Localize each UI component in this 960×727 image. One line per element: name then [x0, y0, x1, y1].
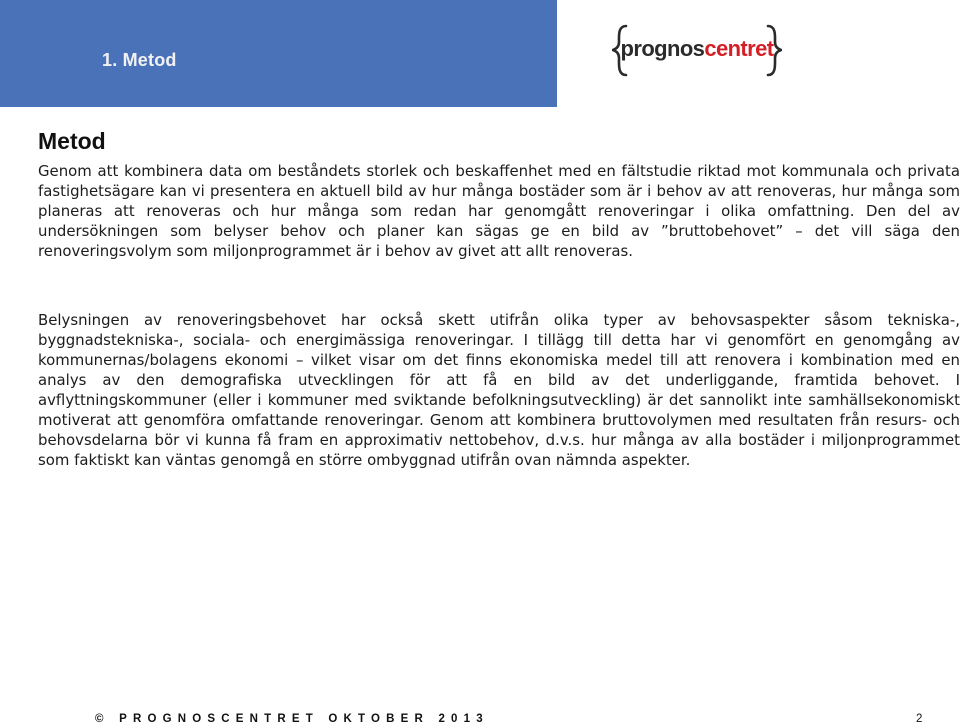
svg-text:prognoscentret: prognoscentret [620, 36, 774, 61]
paragraph-intro: Genom att kombinera data om beståndets storlek och beskaffenhet med en fältstudie riktad mot kommunala och privata fastighetsägare kan vi presentera en aktuell bild av hur många bostäder som är i behov av att renoveras, hur många som planeras att renoveras och hur många som redan har genomgått renoveringar i olika omfattning. Den del av undersökningen som belyser behov och planer kan sägas ge en bild av ”bruttobehovet” – det vill säga den renoveringsvolym som miljonprogrammet är i behov av givet att allt renoveras. [38, 162, 960, 260]
footer-copyright: © PROGNOSCENTRET OKTOBER 2013 [95, 713, 489, 725]
prognoscentret-logo [612, 22, 782, 82]
page-number: 2 [916, 713, 923, 725]
page-heading: Metod [38, 128, 106, 154]
header-bar [0, 0, 557, 107]
section-title: 1. Metod [102, 50, 177, 70]
paragraph-needs: Belysningen av renoveringsbehovet har också skett utifrån olika typer av behovsaspekter såsom tekniska-, byggnadstekniska-, sociala- och energimässiga renoveringar. I tillägg till detta har vi genomfört en genomgång av kommunernas/bolagens ekonomi – vilket visar om det finns ekonomiska medel till att renovera i kombination med en analys av den demografiska utvecklingen för att få en bild av det underliggande, framtida behovet. I avflyttningskommuner (eller i kommuner med sviktande befolkningsutveckling) är det sannolikt inte samhällsekonomiskt motiverat att genomföra omfattande renoveringar. Genom att kombinera bruttovolymen med resultaten från resurs- och behovsdelarna bör vi kunna få fram en approximativ nettobehov, d.v.s. hur många av alla bostäder i miljonprogrammet som faktiskt kan väntas genomgå en större ombyggnad utifrån ovan nämnda aspekter. [38, 311, 960, 469]
